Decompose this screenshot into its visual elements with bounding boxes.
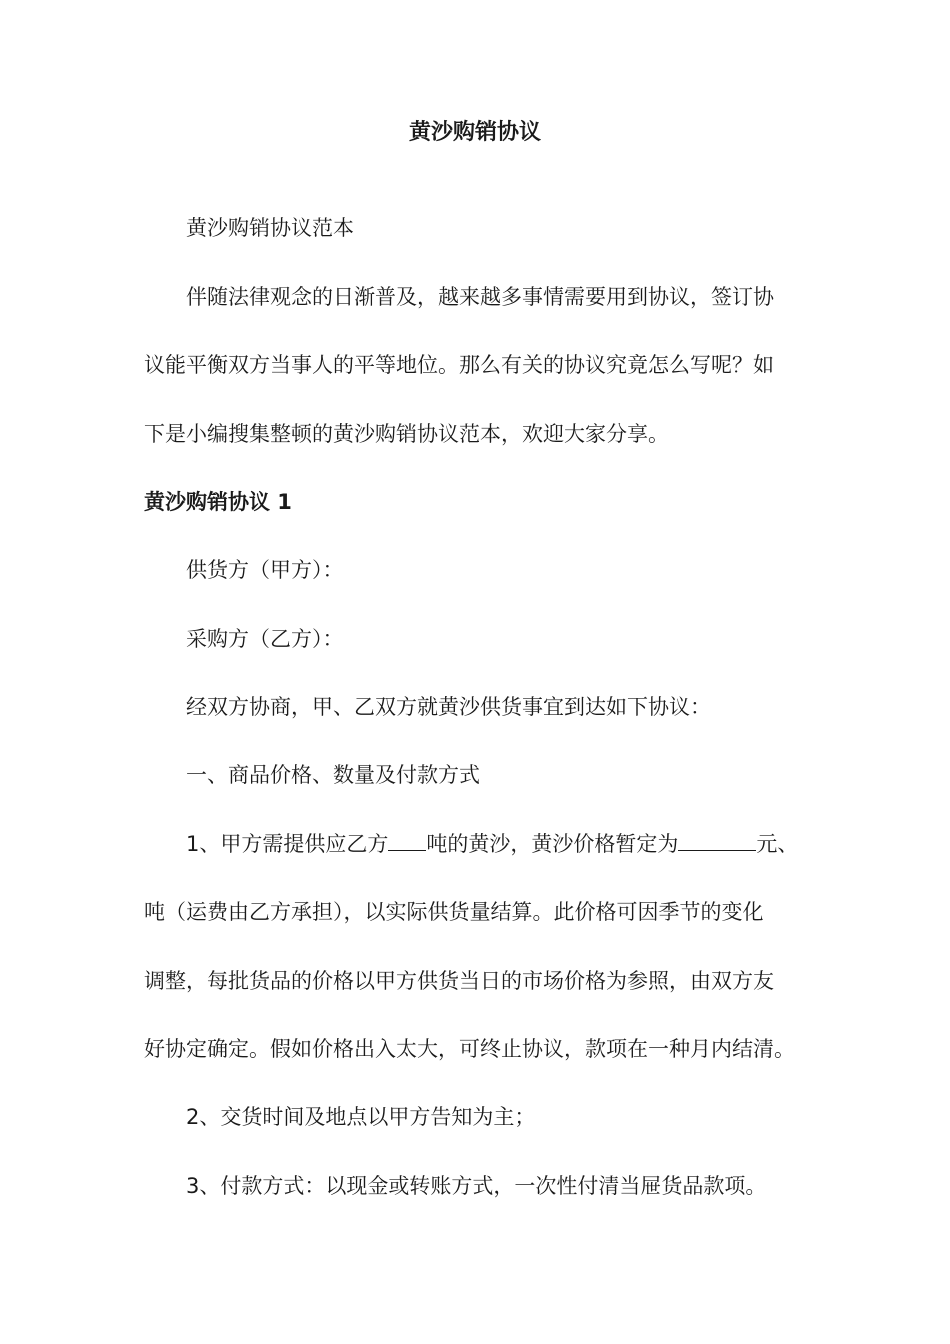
item-1-line-3: 调整，每批货品的价格以甲方供货当日的市场价格为参照，由双方友 <box>144 969 774 993</box>
buyer-label: 采购方（乙方）： <box>186 627 344 651</box>
intro-line-1: 伴随法律观念的日渐普及，越来越多事情需要用到协议，签订协 <box>186 285 774 309</box>
section-heading: 黄沙购销协议 1 <box>144 490 292 514</box>
clause-heading: 一、商品价格、数量及付款方式 <box>186 763 480 787</box>
quantity-blank <box>388 828 426 851</box>
intro-line-3: 下是小编搜集整顿的黄沙购销协议范本，欢迎大家分享。 <box>144 422 669 446</box>
document-subtitle: 黄沙购销协议范本 <box>186 216 354 240</box>
supplier-label: 供货方（甲方）： <box>186 558 344 582</box>
item-1-line-4: 好协定确定。假如价格出入太大，可终止协议，款项在一种月内结清。 <box>144 1037 795 1061</box>
item-1-part-c: 元、 <box>756 832 799 856</box>
document-title: 黄沙购销协议 <box>408 120 541 145</box>
item-1-part-a: 1、甲方需提供应乙方 <box>186 832 389 856</box>
agreement-intro: 经双方协商，甲、乙双方就黄沙供货事宜到达如下协议： <box>186 695 711 719</box>
item-1-part-b: 吨的黄沙，黄沙价格暂定为 <box>426 832 679 856</box>
item-2: 2、交货时间及地点以甲方告知为主； <box>186 1105 536 1129</box>
item-3: 3、付款方式：以现金或转账方式，一次性付清当屉货品款项。 <box>186 1174 767 1198</box>
item-1-first-line <box>186 827 798 861</box>
price-blank <box>678 828 756 851</box>
item-1-line-2: 吨（运费由乙方承担），以实际供货量结算。此价格可因季节的变化 <box>144 900 764 924</box>
intro-line-2: 议能平衡双方当事人的平等地位。那么有关的协议究竟怎么写呢？如 <box>144 353 774 377</box>
